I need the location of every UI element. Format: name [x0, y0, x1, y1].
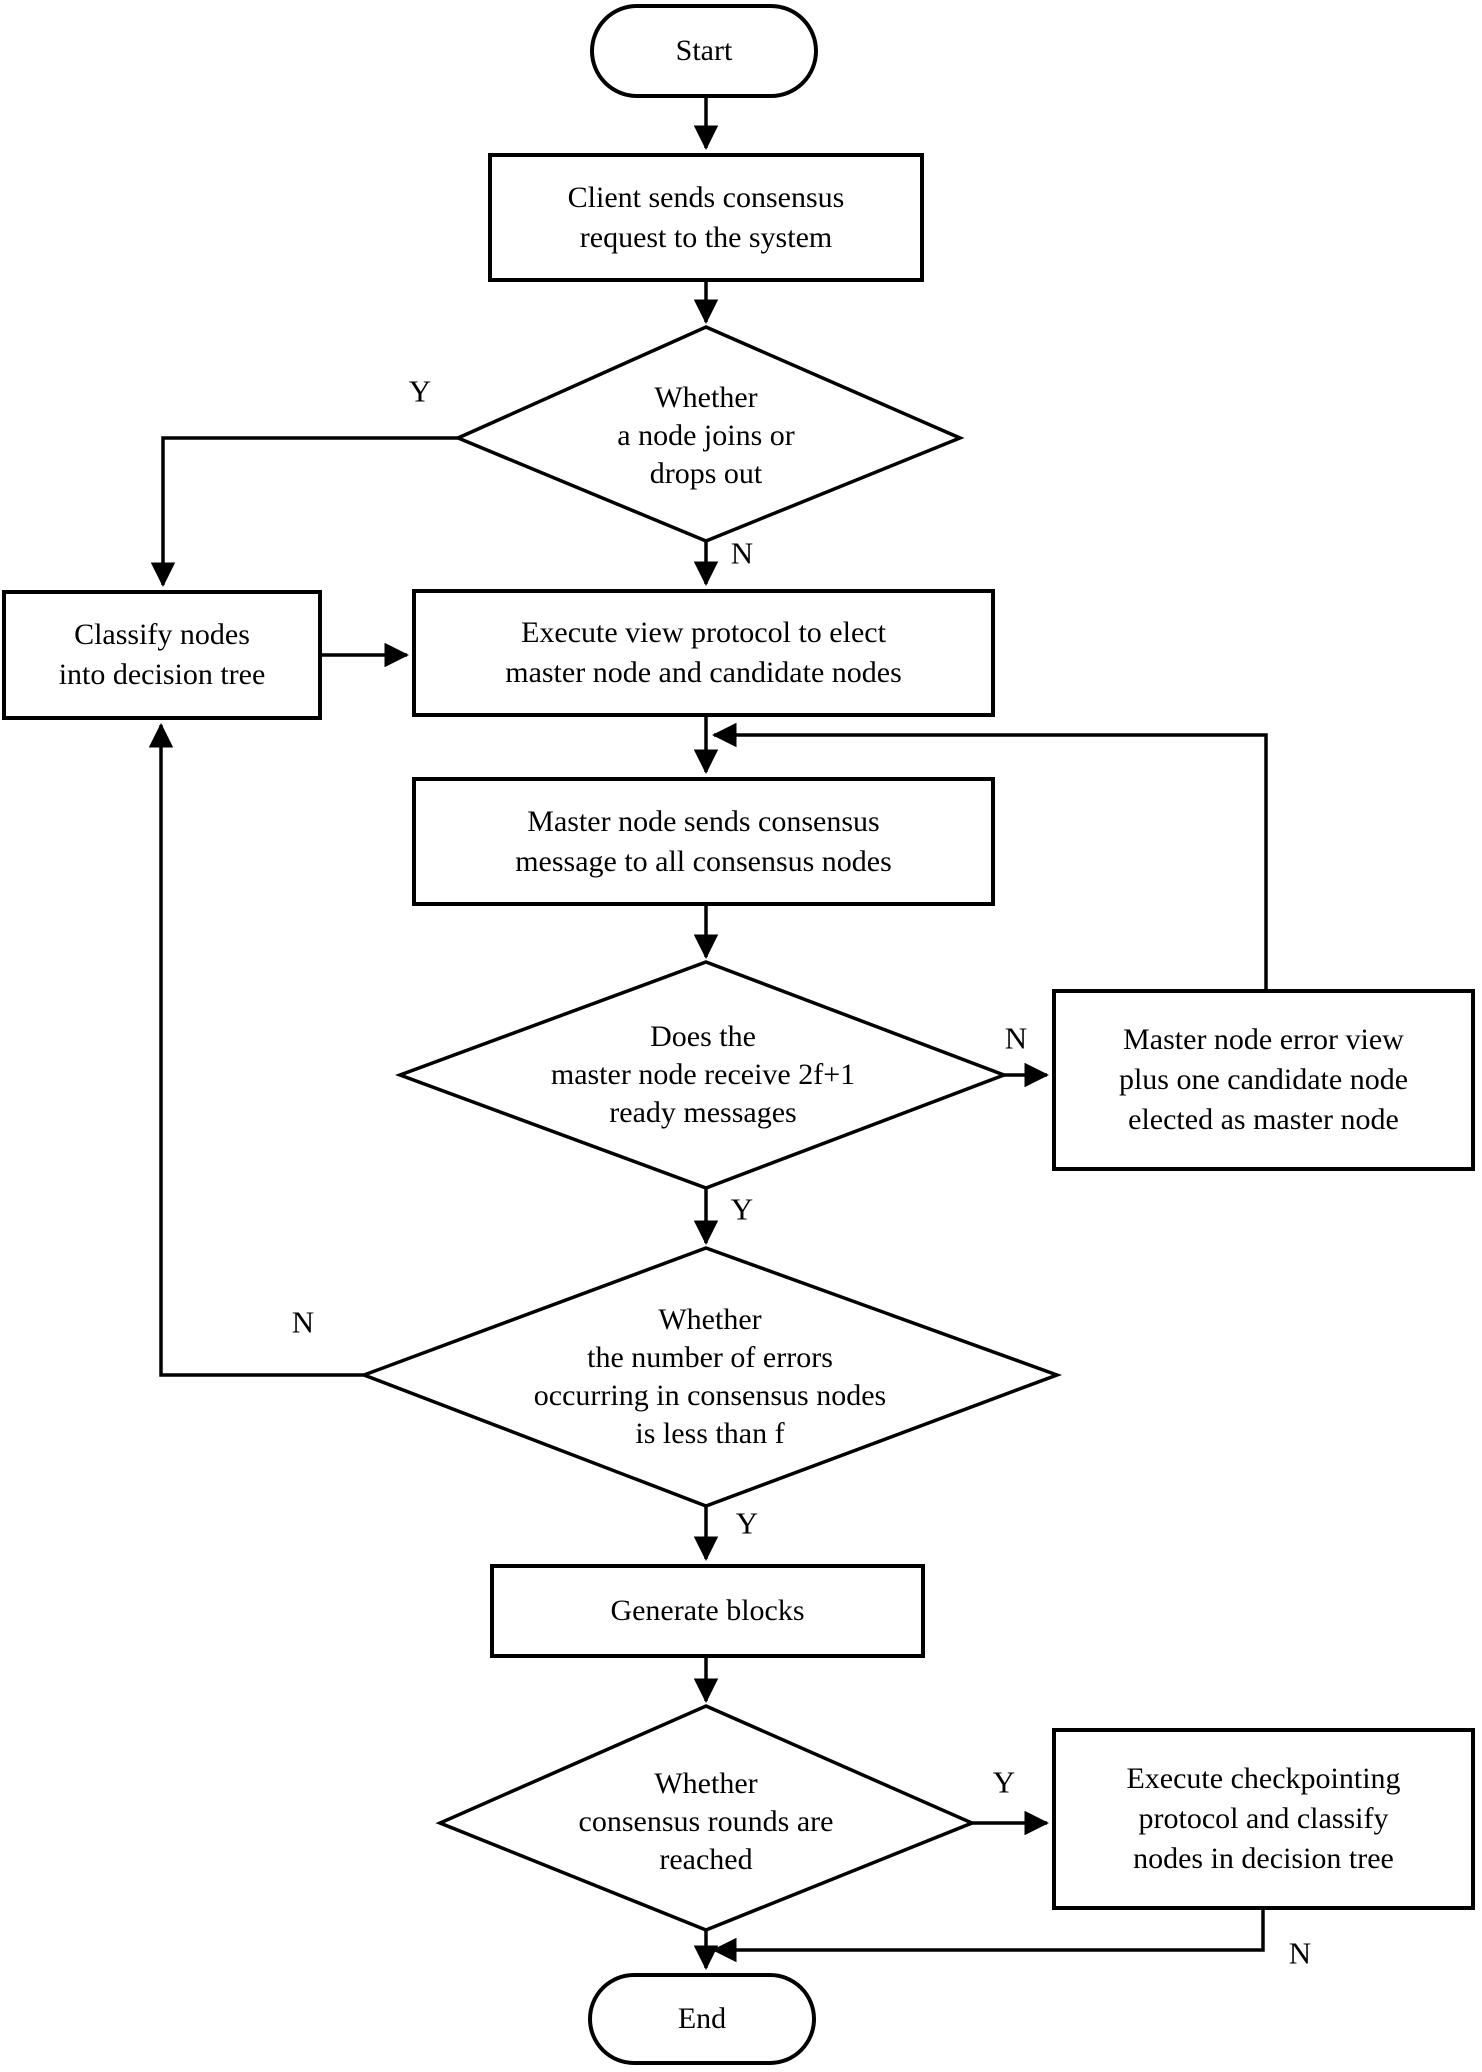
label-line: Whether — [658, 1303, 762, 1336]
rounds-yes-label: Y — [992, 1764, 1016, 1800]
checkpointing-process — [1052, 1728, 1475, 1910]
label-line: Client sends consensus — [567, 180, 845, 214]
join-yes-label: Y — [408, 373, 432, 409]
label-line: master node receive 2f+1 — [550, 1058, 856, 1091]
label-line: message to all consensus nodes — [515, 844, 892, 878]
label-line: Whether — [654, 1767, 758, 1800]
label-line: consensus rounds are — [578, 1805, 834, 1838]
end-label: End — [677, 2002, 727, 2035]
classify-nodes-process — [2, 590, 322, 720]
end-terminator — [588, 1973, 816, 2065]
label-line: ready messages — [609, 1096, 797, 1129]
ready-no-label: N — [1004, 1020, 1028, 1056]
master-error-process — [1052, 989, 1475, 1171]
label-line: request to the system — [579, 220, 833, 254]
label-line: Master node error view — [1123, 1023, 1404, 1056]
label-line: reached — [659, 1843, 753, 1876]
view-protocol-process — [412, 589, 995, 717]
error-yes-label: Y — [735, 1505, 759, 1541]
edge-join-yes-to-classify — [163, 438, 458, 585]
master-send-process — [412, 777, 995, 906]
generate-blocks-process — [490, 1564, 925, 1658]
ready-yes-label: Y — [730, 1191, 754, 1227]
label-line: the number of errors — [587, 1341, 833, 1374]
edge-error-no-to-classify — [161, 725, 364, 1375]
start-label: Start — [675, 34, 733, 67]
label-line: occurring in consensus nodes — [533, 1379, 887, 1412]
label-line: plus one candidate node — [1118, 1063, 1409, 1096]
label-line: Classify nodes — [74, 618, 250, 651]
label-line: a node joins or — [617, 419, 795, 452]
label-line: Does the — [650, 1020, 756, 1053]
node-join-decision — [506, 370, 906, 502]
label-line: drops out — [649, 457, 763, 490]
error-count-decision — [460, 1300, 960, 1454]
label-line: elected as master node — [1128, 1103, 1399, 1136]
label-line: into decision tree — [58, 658, 266, 691]
consensus-rounds-decision — [481, 1763, 931, 1881]
label-line: Execute view protocol to elect — [521, 616, 886, 649]
label-line: Execute checkpointing — [1126, 1762, 1401, 1795]
label-line: Master node sends consensus — [527, 804, 880, 838]
client-request-process — [488, 153, 924, 282]
label-line: nodes in decision tree — [1133, 1842, 1394, 1875]
label-line: master node and candidate nodes — [505, 656, 902, 689]
edge-checkpoint-feedback — [714, 1910, 1263, 1950]
start-terminator — [590, 4, 818, 98]
rounds-no-label: N — [1288, 1935, 1312, 1971]
error-no-label: N — [291, 1304, 315, 1340]
label-line: protocol and classify — [1138, 1802, 1389, 1835]
join-no-label: N — [730, 535, 754, 571]
label-line: Whether — [654, 381, 758, 414]
ready-messages-decision — [478, 1016, 928, 1134]
label-line: is less than f — [635, 1417, 785, 1450]
generate-blocks-label: Generate blocks — [610, 1594, 805, 1627]
